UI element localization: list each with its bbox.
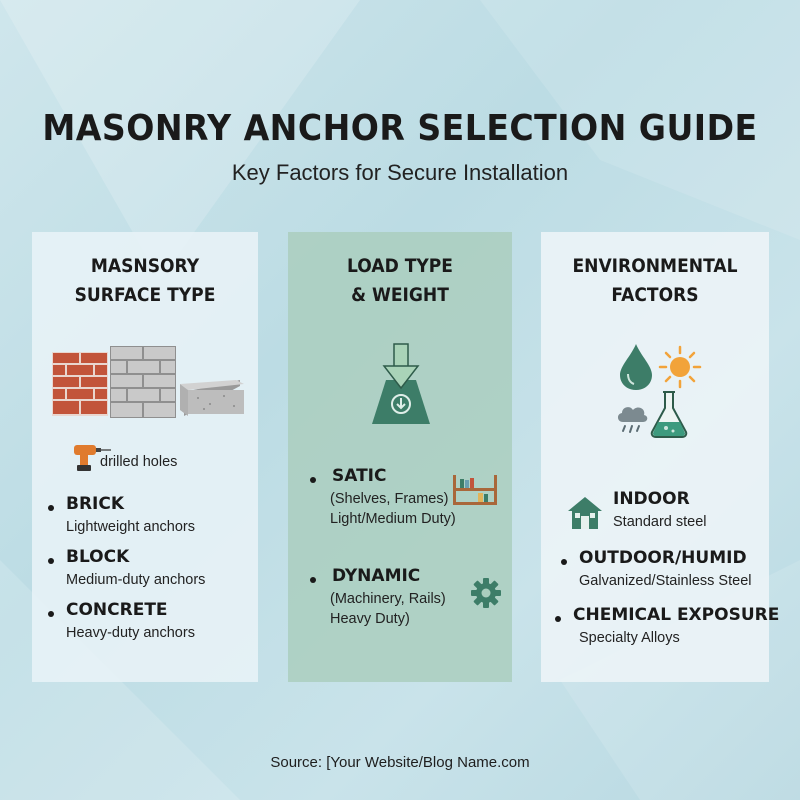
static-desc-line2: Light/Medium Duty): [330, 511, 456, 527]
load-type-panel: [288, 232, 512, 682]
shelf-icon: [452, 474, 498, 506]
static-title: SATIC: [332, 466, 387, 486]
dynamic-desc-line2: Heavy Duty): [330, 611, 410, 627]
block-desc: Medium-duty anchors: [66, 572, 206, 588]
indoor-desc: Standard steel: [613, 514, 707, 530]
concrete-slab-icon: [180, 380, 244, 416]
dynamic-desc-line1: (Machinery, Rails): [330, 591, 446, 607]
bullet-dot: [310, 577, 316, 583]
bullet-dot: [310, 477, 316, 483]
brick-title: BRICK: [66, 494, 125, 514]
page-title: MASONRY ANCHOR SELECTION GUIDE: [42, 108, 758, 149]
environmental-panel: [541, 232, 780, 682]
static-desc-line1: (Shelves, Frames): [330, 491, 449, 507]
bullet-dot: [555, 616, 561, 622]
outdoor-title: OUTDOOR/HUMID: [579, 548, 747, 568]
bullet-dot: [48, 558, 54, 564]
water-drop-icon: [619, 344, 653, 390]
indoor-title: INDOOR: [613, 489, 690, 509]
surface-type-heading: MASNSORY SURFACE TYPE: [74, 255, 216, 306]
bullet-dot: [561, 559, 567, 565]
brick-wall-icon: [52, 352, 108, 416]
flask-icon: [649, 390, 689, 438]
gear-icon: [470, 577, 502, 609]
sun-icon: [659, 346, 701, 388]
concrete-desc: Heavy-duty anchors: [66, 625, 195, 641]
page-subtitle: Key Factors for Secure Installation: [231, 160, 569, 185]
concrete-title: CONCRETE: [66, 600, 168, 620]
source-credit: Source: [Your Website/Blog Name.com: [270, 754, 530, 771]
drilled-holes-note: drilled holes: [100, 454, 178, 470]
chemical-title: CHEMICAL EXPOSURE: [573, 605, 780, 625]
surface-type-panel: [32, 232, 258, 682]
house-icon: [567, 496, 603, 530]
environmental-heading: ENVIRONMENTAL FACTORS: [572, 255, 738, 306]
chemical-desc: Specialty Alloys: [579, 630, 680, 646]
block-wall-icon: [110, 346, 176, 418]
dynamic-title: DYNAMIC: [332, 566, 421, 586]
weight-down-arrow-icon: [370, 344, 432, 426]
rain-cloud-icon: [615, 402, 649, 438]
brick-desc: Lightweight anchors: [66, 519, 195, 535]
block-title: BLOCK: [66, 547, 130, 567]
bullet-dot: [48, 505, 54, 511]
outdoor-desc: Galvanized/Stainless Steel: [579, 573, 752, 589]
load-type-heading: LOAD TYPE & WEIGHT: [346, 255, 454, 306]
bullet-dot: [48, 611, 54, 617]
